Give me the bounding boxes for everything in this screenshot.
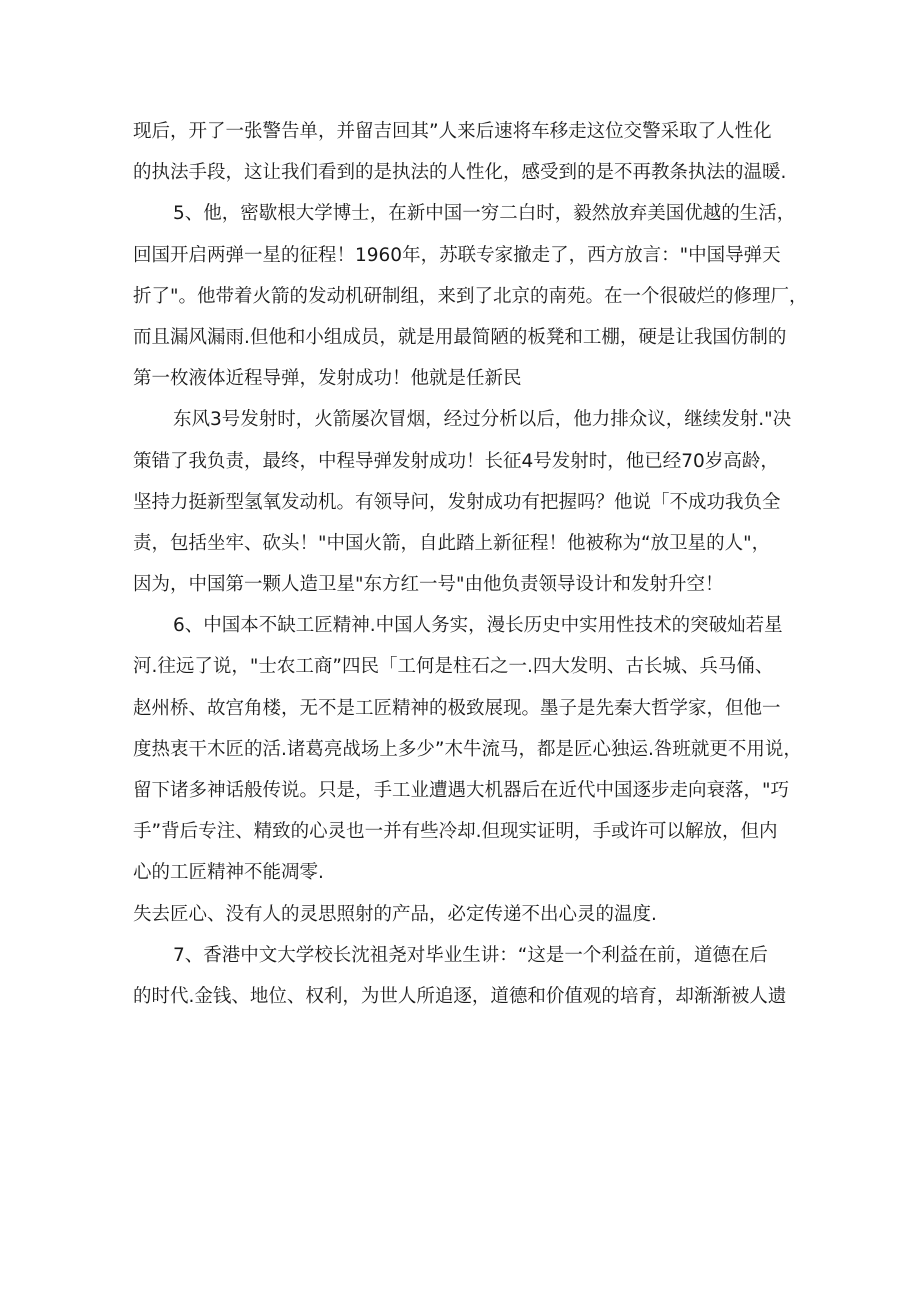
- text-line: 坚持力挺新型氢氧发动机。有领导问，发射成功有把握吗？他说「不成功我负全: [133, 491, 781, 513]
- text-line: 失去匠心、没有人的灵思照射的产品，必定传递不出心灵的温度.: [133, 903, 657, 925]
- text-line: 的执法手段，这让我们看到的是执法的人性化，感受到的是不再教条执法的温暖.: [133, 162, 787, 184]
- text-line: 策错了我负责，最终，中程导弹发射成功！长征4号发射时，他已经70岁高龄，: [133, 450, 779, 472]
- text-line: 折了"。他带着火箭的发动机研制组，来到了北京的南苑。在一个很破烂的修理厂，: [133, 285, 808, 307]
- text-line: 河.往远了说，"士农工商”四民「工何是柱石之一.四大发明、古长城、兵马俑、: [133, 656, 774, 678]
- text-line: 第一枚液体近程导弹，发射成功！他就是任新民: [133, 368, 522, 390]
- text-line: 东风3号发射时，火箭屡次冒烟，经过分析以后，他力排众议，继续发射."决: [173, 409, 792, 431]
- text-line: 的时代.金钱、地位、权利，为世人所追逐，道德和价值观的培育，却渐渐被人遗: [133, 985, 787, 1007]
- text-line: 赵州桥、故宫角楼，无不是工匠精神的极致展现。墨子是先秦大哲学家，但他一: [133, 697, 781, 719]
- text-line: 心的工匠精神不能凋零.: [133, 862, 324, 884]
- document-body: [133, 111, 808, 1017]
- text-line: 度热衷干木匠的活.诸葛亮战场上多少”木牛流马，都是匠心独运.咎班就更不用说，: [133, 738, 802, 760]
- text-line: 手”背后专注、精致的心灵也一并有些冷却.但现实证明，手或许可以解放，但内: [133, 821, 778, 843]
- text-line: 现后，开了一张警告单，并留吉回其”人来后速将车移走这位交警采取了人性化: [133, 121, 772, 142]
- text-line: 而且漏风漏雨.但他和小组成员，就是用最简陋的板凳和工棚，硬是让我国仿制的: [133, 326, 787, 348]
- text-line: 7、香港中文大学校长沈祖尧对毕业生讲：“这是一个利益在前，道德在后: [173, 944, 768, 966]
- text-line: 回国开启两弹一星的征程！1960年，苏联专家撤走了，西方放言："中国导弹天: [133, 244, 781, 266]
- text-line: 因为，中国第一颗人造卫星"东方红一号"由他负责领导设计和发射升空！: [133, 574, 724, 596]
- text-line: 留下诸多神话般传说。只是，手工业遭遇大机器后在近代中国逐步走向衰落，"巧: [133, 780, 790, 801]
- text-line: 6、中国本不缺工匠精神.中国人务实，漫长历史中实用性技术的突破灿若星: [173, 615, 783, 637]
- text-line: 责，包括坐牢、砍头！"中国火箭，自此踏上新征程！他被称为“放卫星的人"，: [133, 532, 771, 554]
- text-line: 5、他，密歇根大学博士，在新中国一穷二白时，毅然放弃美国优越的生活，: [173, 203, 796, 225]
